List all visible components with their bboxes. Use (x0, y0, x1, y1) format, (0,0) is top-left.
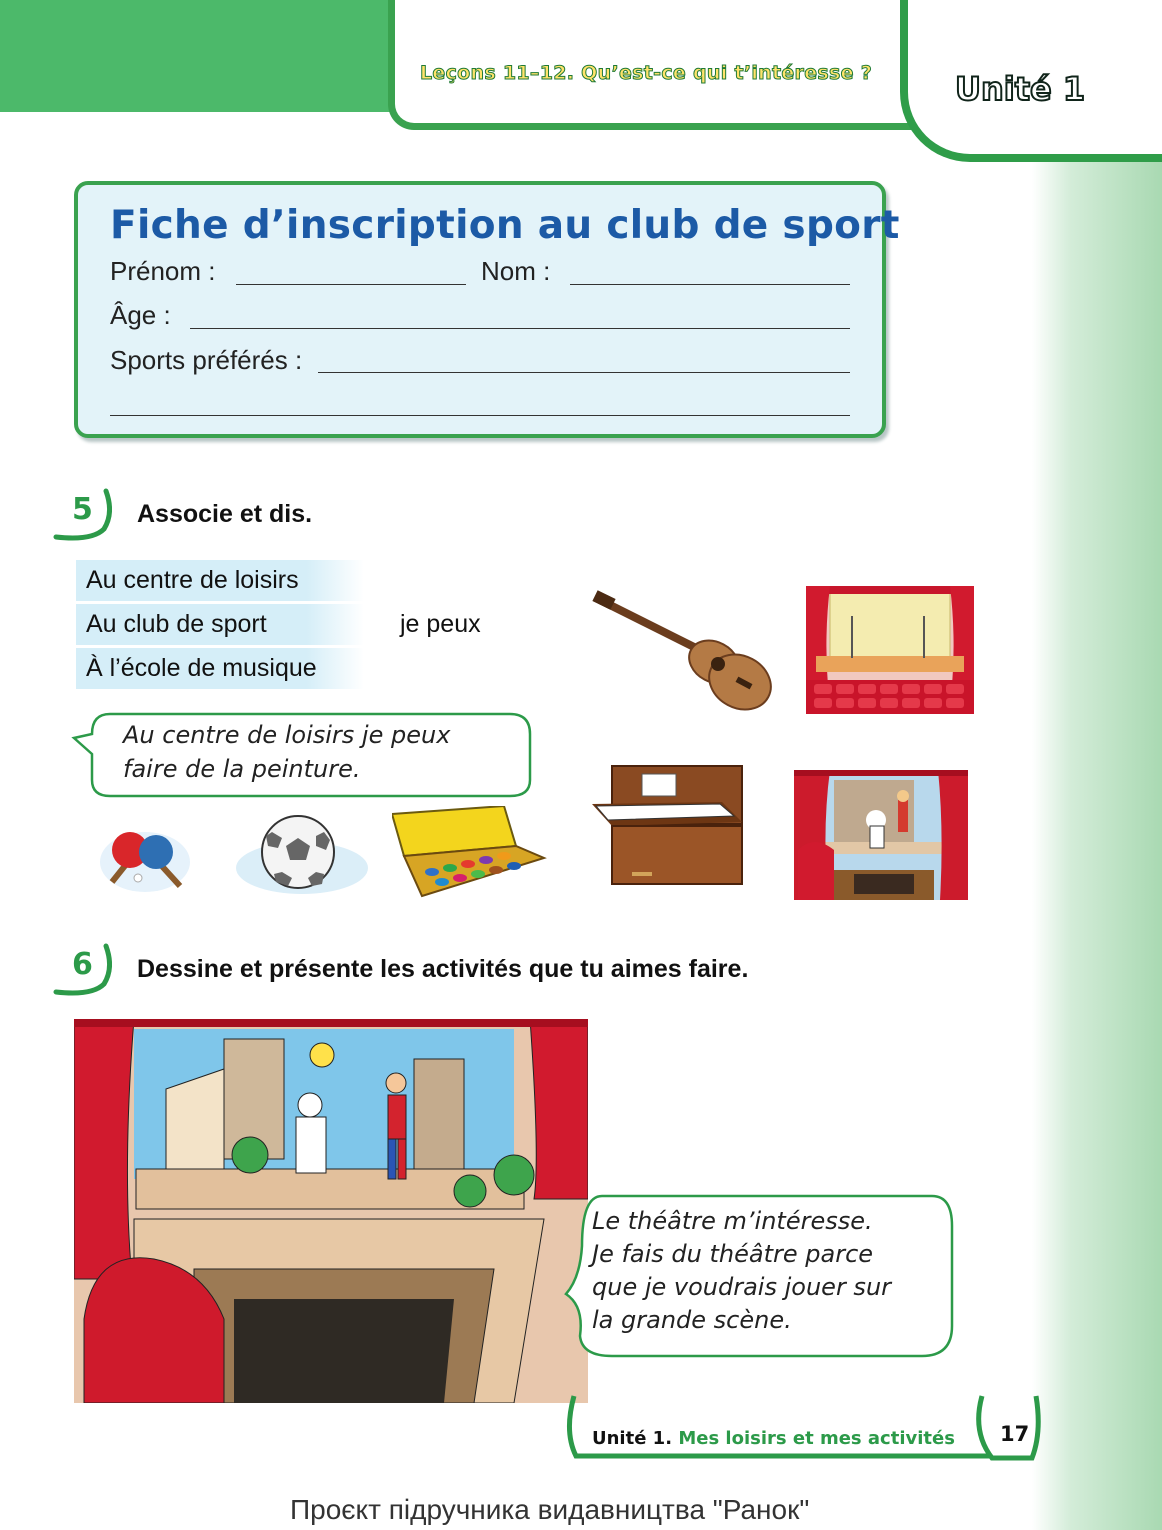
verb-je-peux: je peux (400, 610, 481, 638)
exercise-6-instruction: Dessine et présente les activités que tu aimes faire. (137, 955, 749, 983)
place-item-centre-loisirs[interactable]: Au centre de loisirs (76, 560, 364, 601)
top-green-band (0, 0, 400, 112)
theatre-image[interactable] (794, 770, 968, 900)
exercise-5-instruction: Associe et dis. (137, 500, 313, 528)
age-field[interactable] (190, 328, 850, 329)
stage-image[interactable] (806, 586, 974, 714)
prenom-field[interactable] (236, 284, 466, 285)
speech-line-2: Je fais du théâtre parce (592, 1240, 874, 1268)
speech-line-4: la grande scène. (592, 1306, 792, 1334)
age-label: Âge : (110, 300, 171, 330)
nom-label: Nom : (481, 256, 551, 286)
nom-field[interactable] (570, 284, 850, 285)
side-gradient-band (1032, 0, 1162, 1530)
footer-unit (592, 1428, 955, 1449)
piano-image[interactable] (592, 762, 750, 888)
prenom-label: Prénom : (110, 256, 216, 286)
exercise-6-number: 6 (72, 947, 93, 982)
footer-subtitle: Mes loisirs et mes activités (678, 1428, 955, 1449)
exercise-5-number: 5 (72, 492, 93, 527)
sports-field-extra-line[interactable] (110, 415, 850, 416)
place-item-club-sport[interactable]: Au club de sport (76, 604, 364, 645)
sports-field[interactable] (318, 372, 850, 373)
place-item-ecole-musique[interactable]: À l’école de musique (76, 648, 364, 689)
theatre-drawing (74, 1019, 588, 1403)
unit-label: Unité 1 (955, 70, 1086, 108)
footer-unit-label: Unité 1. (592, 1428, 673, 1449)
publisher-note: Проєкт підручника видавництва "Ранок" (290, 1494, 810, 1525)
paint-box-image[interactable] (392, 806, 548, 900)
page-number: 17 (1000, 1422, 1030, 1446)
example-line-2: faire de la peinture. (123, 755, 361, 783)
guitar-image[interactable] (590, 586, 776, 712)
example-line-1: Au centre de loisirs je peux (123, 721, 451, 749)
ping-pong-image[interactable] (98, 822, 192, 894)
football-image[interactable] (232, 812, 372, 898)
speech-line-1: Le théâtre m’intéresse. (592, 1207, 873, 1235)
lesson-title: Leçons 11–12. Qu’est-ce qui t’intéresse ? (420, 62, 873, 84)
sports-label: Sports préférés : (110, 345, 303, 375)
speech-line-3: que je voudrais jouer sur (592, 1273, 892, 1301)
form-title: Fiche d’inscription au club de sport (110, 203, 900, 248)
